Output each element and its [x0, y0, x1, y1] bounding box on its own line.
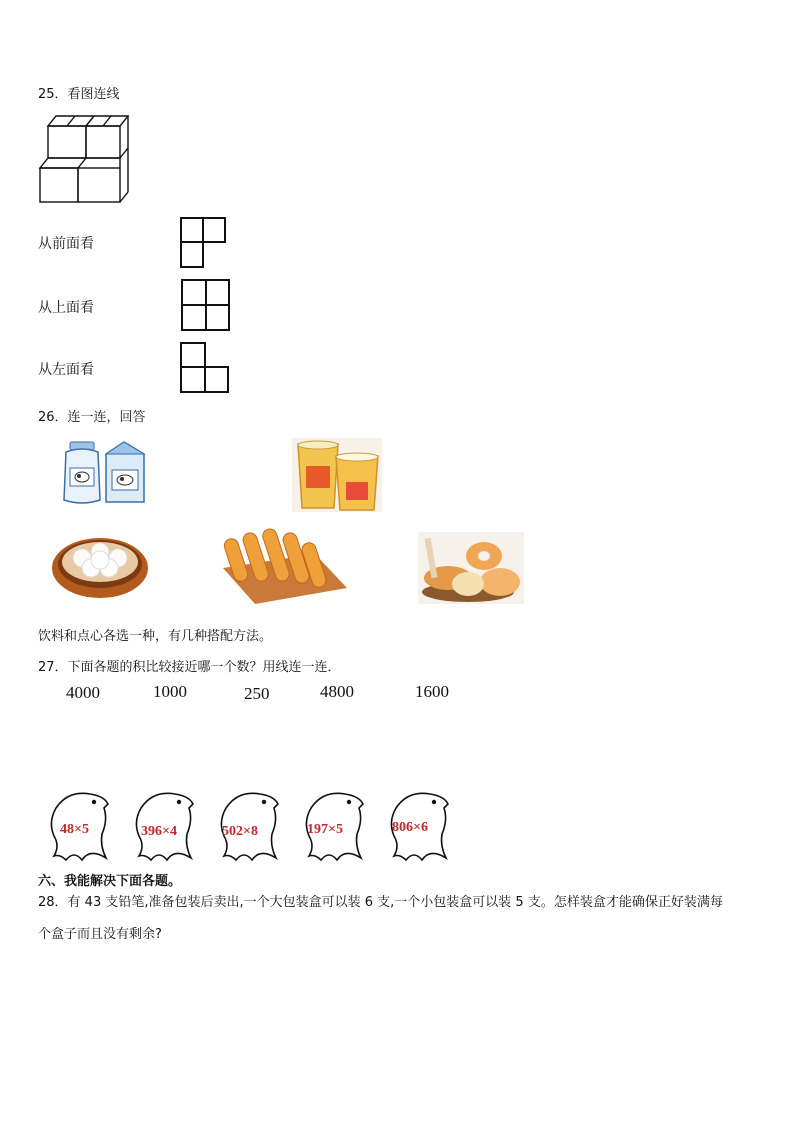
q27-title: 27．下面各题的积比较接近哪一个数？用线连一连．	[38, 660, 341, 675]
expression-label: 806×6	[392, 820, 428, 835]
q26-question: 饮料和点心各选一种，有几种搭配方法。	[38, 629, 273, 644]
target-number: 1600	[415, 682, 449, 701]
expression-label: 396×4	[141, 824, 177, 839]
target-number: 4000	[66, 683, 100, 702]
target-number: 4800	[320, 682, 354, 701]
soy-milk-cups-icon	[292, 438, 382, 512]
target-number: 1000	[153, 682, 187, 701]
ghost-card	[386, 786, 452, 864]
front-view-figure	[179, 216, 229, 270]
expression-label: 197×5	[307, 822, 343, 837]
section-title: 六、我能解决下面各题。	[38, 874, 182, 889]
view-label-top: 从上面看	[38, 300, 94, 316]
top-view-figure	[180, 278, 232, 332]
view-label-front: 从前面看	[38, 236, 94, 252]
expression-label: 502×8	[222, 824, 258, 839]
q25-title: 25．看图连线	[38, 87, 120, 102]
ghost-card	[216, 786, 282, 864]
target-number: 250	[244, 684, 270, 703]
bread-icon	[418, 532, 524, 604]
expression-label: 48×5	[60, 822, 89, 837]
ghost-card	[131, 786, 197, 864]
q28-line2: 个盒子而且没有剩余?	[38, 927, 162, 942]
ghost-card	[46, 786, 112, 864]
steamed-buns-icon	[50, 522, 150, 602]
q28-text	[38, 889, 768, 949]
q28-line1: 28．有 43 支铅笔,准备包装后卖出,一个大包装盒可以装 6 支,一个小包装盒可以装 5 支。怎样装盒才能确保正好装满每	[38, 895, 723, 910]
view-label-left: 从左面看	[38, 362, 94, 378]
fried-dough-sticks-icon	[219, 518, 349, 606]
left-view-figure	[179, 341, 231, 395]
milk-cartons-icon	[60, 440, 150, 506]
cube-figure	[38, 110, 134, 208]
q26-title: 26．连一连，回答	[38, 410, 146, 425]
ghost-card	[301, 786, 367, 864]
